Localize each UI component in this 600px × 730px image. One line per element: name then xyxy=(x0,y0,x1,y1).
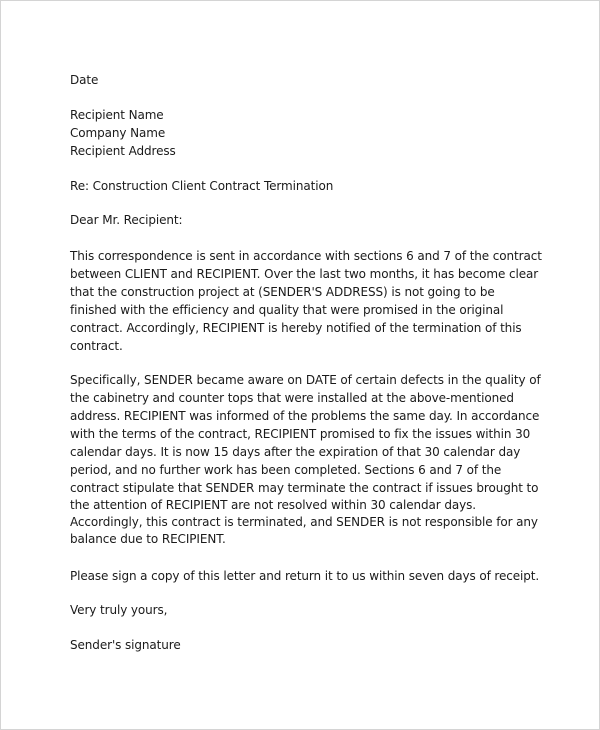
paragraph-line: the cabinetry and counter tops that were installed at the above-mentioned xyxy=(70,391,514,405)
paragraph-line: Accordingly, this contract is terminated, and SENDER is not responsible for any xyxy=(70,515,538,529)
paragraph-line: contract. Accordingly, RECIPIENT is hereby notified of the termination of this xyxy=(70,321,522,335)
recipient-name: Recipient Name xyxy=(70,108,164,122)
paragraph-line: that the construction project at (SENDER'S ADDRESS) is not going to be xyxy=(70,285,495,299)
closing: Very truly yours, xyxy=(70,603,168,617)
subject-line: Re: Construction Client Contract Termination xyxy=(70,179,334,193)
paragraph-line: contract. xyxy=(70,339,123,353)
paragraph-line: This correspondence is sent in accordance with sections 6 and 7 of the contract xyxy=(70,249,542,263)
recipient-address: Recipient Address xyxy=(70,144,176,158)
paragraph-line: between CLIENT and RECIPIENT. Over the last two months, it has become clear xyxy=(70,267,539,281)
paragraph-line: calendar days. It is now 15 days after the expiration of that 30 calendar day xyxy=(70,445,521,459)
paragraph-line: finished with the efficiency and quality that were promised in the original xyxy=(70,303,504,317)
sender-signature: Sender's signature xyxy=(70,638,181,652)
date-line: Date xyxy=(70,73,99,87)
paragraph-line: with the terms of the contract, RECIPIENT promised to fix the issues within 30 xyxy=(70,427,531,441)
paragraph-line: the attention of RECIPIENT are not resolved within 30 calendar days. xyxy=(70,498,476,512)
paragraph-line: Specifically, SENDER became aware on DATE of certain defects in the quality of xyxy=(70,373,541,387)
paragraph-line: address. RECIPIENT was informed of the problems the same day. In accordance xyxy=(70,409,540,423)
paragraph-line: balance due to RECIPIENT. xyxy=(70,532,226,546)
paragraph-3: Please sign a copy of this letter and return it to us within seven days of receipt. xyxy=(70,569,540,583)
company-name: Company Name xyxy=(70,126,166,140)
paragraph-line: period, and no further work has been completed. Sections 6 and 7 of the xyxy=(70,463,502,477)
paragraph-line: contract stipulate that SENDER may terminate the contract if issues brought to xyxy=(70,481,539,495)
salutation: Dear Mr. Recipient: xyxy=(70,213,183,227)
